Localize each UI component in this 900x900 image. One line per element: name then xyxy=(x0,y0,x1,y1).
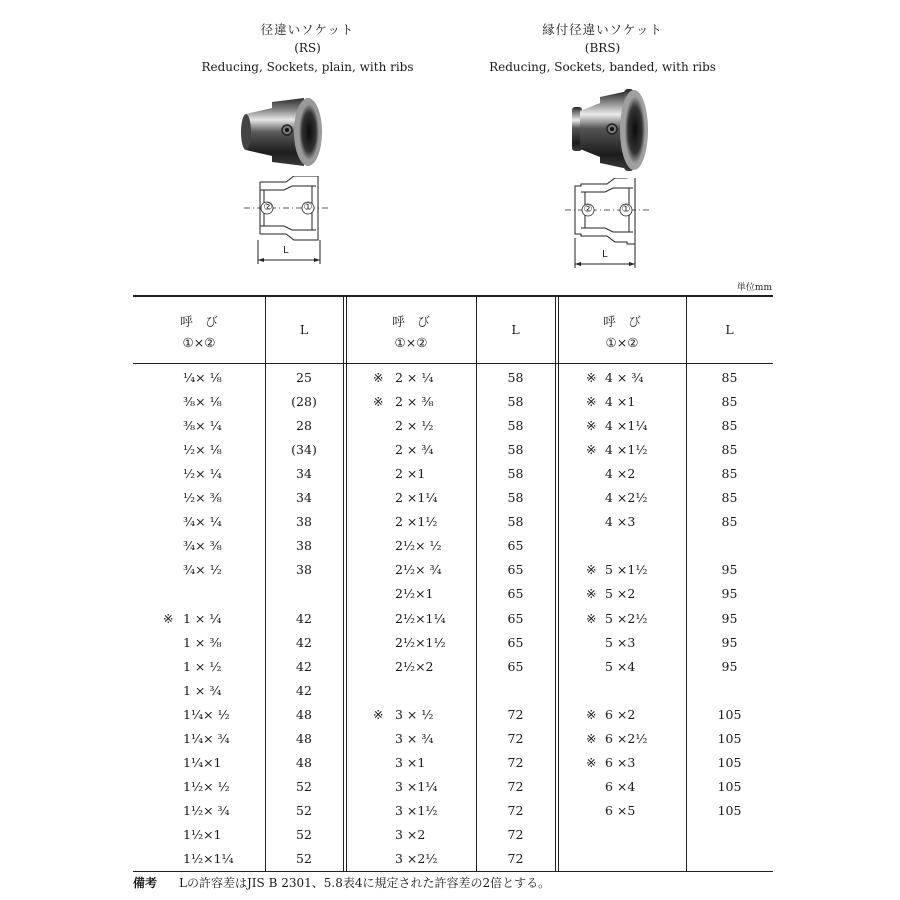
row-size: 2 ×1 xyxy=(395,466,426,481)
row-length: 28 xyxy=(296,418,312,433)
row-length: 52 xyxy=(296,851,312,866)
row-size: 1½×1 xyxy=(183,827,222,842)
row-note-mark: ※ xyxy=(373,370,384,385)
row-note-mark: ※ xyxy=(586,442,597,457)
row-length: 58 xyxy=(507,466,524,481)
row-size: ¼× ⅛ xyxy=(183,370,222,385)
row-size: 2½×1 xyxy=(395,586,434,601)
row-note-mark: ※ xyxy=(163,611,174,626)
row-length xyxy=(686,825,773,845)
remarks xyxy=(133,874,550,891)
dimension-table xyxy=(133,295,773,872)
table-header-rule xyxy=(133,363,773,364)
row-size: 3 ×2 xyxy=(395,827,426,842)
row-length: 95 xyxy=(721,562,738,577)
row-length: 58 xyxy=(507,394,524,409)
row-length: 95 xyxy=(721,635,738,650)
rs-dim-label: L xyxy=(283,245,289,256)
col-header-size-sub: ①×② xyxy=(394,335,428,350)
row-size: 2½× ¾ xyxy=(395,562,442,577)
unit-label: 単位mm xyxy=(736,283,772,293)
rs-header xyxy=(190,20,425,77)
row-length: 38 xyxy=(296,538,312,553)
row-note-mark: ※ xyxy=(586,755,597,770)
remarks-text: Lの許容差はJIS B 2301、5.8表4に規定された許容差の2倍とする。 xyxy=(179,876,551,890)
row-size: ⅜× ¼ xyxy=(183,418,222,433)
row-size: 1 × ⅜ xyxy=(183,635,222,650)
row-size: ½× ¼ xyxy=(183,466,222,481)
row-length: 42 xyxy=(296,611,312,626)
row-length: 58 xyxy=(507,370,524,385)
row-size: 3 × ½ xyxy=(395,707,434,722)
brs-title-en: Reducing, Sockets, banded, with ribs xyxy=(489,60,716,74)
row-length: 85 xyxy=(721,418,738,433)
col-header-length-label: L xyxy=(511,322,520,337)
row-size: 1½× ¾ xyxy=(183,803,230,818)
row-length: 58 xyxy=(507,418,524,433)
row-length: 72 xyxy=(507,755,524,770)
row-size: 2 ×1¼ xyxy=(395,490,438,505)
row-length: 105 xyxy=(717,755,742,770)
row-size: ¾× ¼ xyxy=(183,514,222,529)
row-size: 4 × ¾ xyxy=(605,370,644,385)
row-size: ¾× ½ xyxy=(183,562,222,577)
row-size: 1½× ½ xyxy=(183,779,230,794)
row-size: 1½×1¼ xyxy=(183,851,234,866)
row-length: 65 xyxy=(507,586,524,601)
table-group-divider xyxy=(558,295,559,872)
row-size: 5 ×1½ xyxy=(605,562,648,577)
row-size: 5 ×4 xyxy=(605,659,636,674)
row-length: 72 xyxy=(507,851,524,866)
row-length: 72 xyxy=(507,827,524,842)
brs-code: (BRS) xyxy=(584,41,621,55)
row-length: 65 xyxy=(507,659,524,674)
col-header-length xyxy=(476,319,555,340)
row-size: ½× ⅜ xyxy=(183,490,222,505)
row-size: 2 × ¼ xyxy=(395,370,434,385)
row-length: 95 xyxy=(721,611,738,626)
row-note-mark: ※ xyxy=(586,418,597,433)
row-length: 105 xyxy=(717,779,742,794)
row-length: 85 xyxy=(721,370,738,385)
row-length xyxy=(686,536,773,556)
col-header-size-sub: ①×② xyxy=(605,335,639,350)
row-length: 58 xyxy=(507,442,524,457)
table-group-divider xyxy=(555,295,556,872)
row-size: 6 ×3 xyxy=(605,755,636,770)
row-size: 2 ×1½ xyxy=(395,514,438,529)
row-size: 2½× ½ xyxy=(395,538,442,553)
col-header-size-label: 呼 び xyxy=(603,314,641,329)
row-size: ⅜× ⅛ xyxy=(183,394,222,409)
col-header-size-label: 呼 び xyxy=(180,314,218,329)
row-length: 65 xyxy=(507,562,524,577)
row-length: 85 xyxy=(721,514,738,529)
row-note-mark: ※ xyxy=(586,562,597,577)
row-size: 1 × ¾ xyxy=(183,683,222,698)
row-size: 3 ×1 xyxy=(395,755,426,770)
row-length xyxy=(265,584,343,604)
row-size: 5 ×3 xyxy=(605,635,636,650)
row-length: 58 xyxy=(507,514,524,529)
brs-dim-label: L xyxy=(602,249,608,260)
row-length: 48 xyxy=(296,707,312,722)
row-size: 4 ×2 xyxy=(605,466,636,481)
row-size: ¾× ⅜ xyxy=(183,538,222,553)
row-note-mark: ※ xyxy=(586,611,597,626)
row-length: 85 xyxy=(721,490,738,505)
rs-marker-1: ① xyxy=(303,202,313,213)
row-length: 58 xyxy=(507,490,524,505)
row-size: 1 × ½ xyxy=(183,659,222,674)
row-size: 4 ×3 xyxy=(605,514,636,529)
row-size: 6 ×2 xyxy=(605,707,636,722)
brs-header xyxy=(485,20,720,77)
rs-marker-2: ② xyxy=(263,202,273,213)
row-size: 2½×1¼ xyxy=(395,611,446,626)
row-size: 6 ×5 xyxy=(605,803,636,818)
row-length xyxy=(476,681,555,701)
row-note-mark: ※ xyxy=(373,707,384,722)
row-size: 4 ×1 xyxy=(605,394,636,409)
row-length: 85 xyxy=(721,394,738,409)
rs-title-jp: 径違いソケット xyxy=(260,22,355,37)
row-note-mark: ※ xyxy=(586,586,597,601)
table-group-divider xyxy=(343,295,344,872)
row-length: 85 xyxy=(721,442,738,457)
row-size: 4 ×2½ xyxy=(605,490,648,505)
row-length: 52 xyxy=(296,827,312,842)
row-length: 72 xyxy=(507,707,524,722)
row-length: 52 xyxy=(296,803,312,818)
row-length: (34) xyxy=(291,442,317,457)
row-length: 48 xyxy=(296,755,312,770)
row-length: 65 xyxy=(507,611,524,626)
row-note-mark: ※ xyxy=(373,394,384,409)
col-header-size xyxy=(346,311,476,353)
row-length: 38 xyxy=(296,514,312,529)
row-length: 25 xyxy=(296,370,312,385)
brs-marker-2: ② xyxy=(583,204,593,215)
col-header-length-label: L xyxy=(299,322,309,337)
table-group-divider xyxy=(346,295,347,872)
rs-socket-photo xyxy=(238,92,328,172)
row-length: 105 xyxy=(717,803,742,818)
row-length: 72 xyxy=(507,779,524,794)
row-note-mark: ※ xyxy=(586,370,597,385)
row-size: 3 ×1½ xyxy=(395,803,438,818)
row-length: 38 xyxy=(296,562,312,577)
row-length: 105 xyxy=(717,707,742,722)
row-note-mark: ※ xyxy=(586,394,597,409)
row-size: 3 × ¾ xyxy=(395,731,434,746)
row-size: ½× ⅛ xyxy=(183,442,222,457)
col-header-length-label: L xyxy=(725,322,734,337)
row-length: 95 xyxy=(721,659,738,674)
row-size: 1¼× ¾ xyxy=(183,731,230,746)
col-header-length xyxy=(686,319,773,340)
row-length: 48 xyxy=(296,731,312,746)
row-length: 42 xyxy=(296,635,312,650)
row-length: 72 xyxy=(507,803,524,818)
row-length: 85 xyxy=(721,466,738,481)
row-size: 4 ×1¼ xyxy=(605,418,648,433)
row-length: 52 xyxy=(296,779,312,794)
row-note-mark: ※ xyxy=(586,731,597,746)
row-length: 42 xyxy=(296,683,312,698)
row-size: 2½×2 xyxy=(395,659,434,674)
row-size: 5 ×2½ xyxy=(605,611,648,626)
row-size: 6 ×4 xyxy=(605,779,636,794)
row-size: 1 × ¼ xyxy=(183,611,222,626)
row-length xyxy=(686,681,773,701)
row-length: 72 xyxy=(507,731,524,746)
row-size: 6 ×2½ xyxy=(605,731,648,746)
row-size: 3 ×2½ xyxy=(395,851,438,866)
brs-socket-photo xyxy=(568,85,653,175)
row-length: 95 xyxy=(721,586,738,601)
row-size: 2 × ¾ xyxy=(395,442,434,457)
row-length: 34 xyxy=(296,466,312,481)
row-size: 3 ×1¼ xyxy=(395,779,438,794)
col-header-length xyxy=(265,319,343,340)
row-length: 42 xyxy=(296,659,312,674)
row-length: 34 xyxy=(296,490,312,505)
row-length: (28) xyxy=(291,394,317,409)
row-size: 1¼× ½ xyxy=(183,707,230,722)
col-header-size-sub: ①×② xyxy=(182,335,216,350)
row-length xyxy=(686,849,773,869)
row-size: 5 ×2 xyxy=(605,586,636,601)
row-size: 2 × ⅜ xyxy=(395,394,434,409)
brs-title-jp: 縁付径違いソケット xyxy=(542,22,663,37)
col-header-size xyxy=(133,311,265,353)
row-size: 2 × ½ xyxy=(395,418,434,433)
table-top-rule xyxy=(133,295,773,297)
row-note-mark: ※ xyxy=(586,707,597,722)
rs-title-en: Reducing, Sockets, plain, with ribs xyxy=(201,60,414,74)
row-size: 1¼×1 xyxy=(183,755,222,770)
row-size: 4 ×1½ xyxy=(605,442,648,457)
row-size: 2½×1½ xyxy=(395,635,446,650)
row-length: 65 xyxy=(507,538,524,553)
row-length: 105 xyxy=(717,731,742,746)
rs-code: (RS) xyxy=(294,41,321,55)
remarks-label: 備考 xyxy=(133,876,158,890)
col-header-size-label: 呼 び xyxy=(392,314,430,329)
brs-marker-1: ① xyxy=(621,204,631,215)
table-bottom-rule xyxy=(133,871,773,872)
col-header-size xyxy=(558,311,686,353)
row-length: 65 xyxy=(507,635,524,650)
